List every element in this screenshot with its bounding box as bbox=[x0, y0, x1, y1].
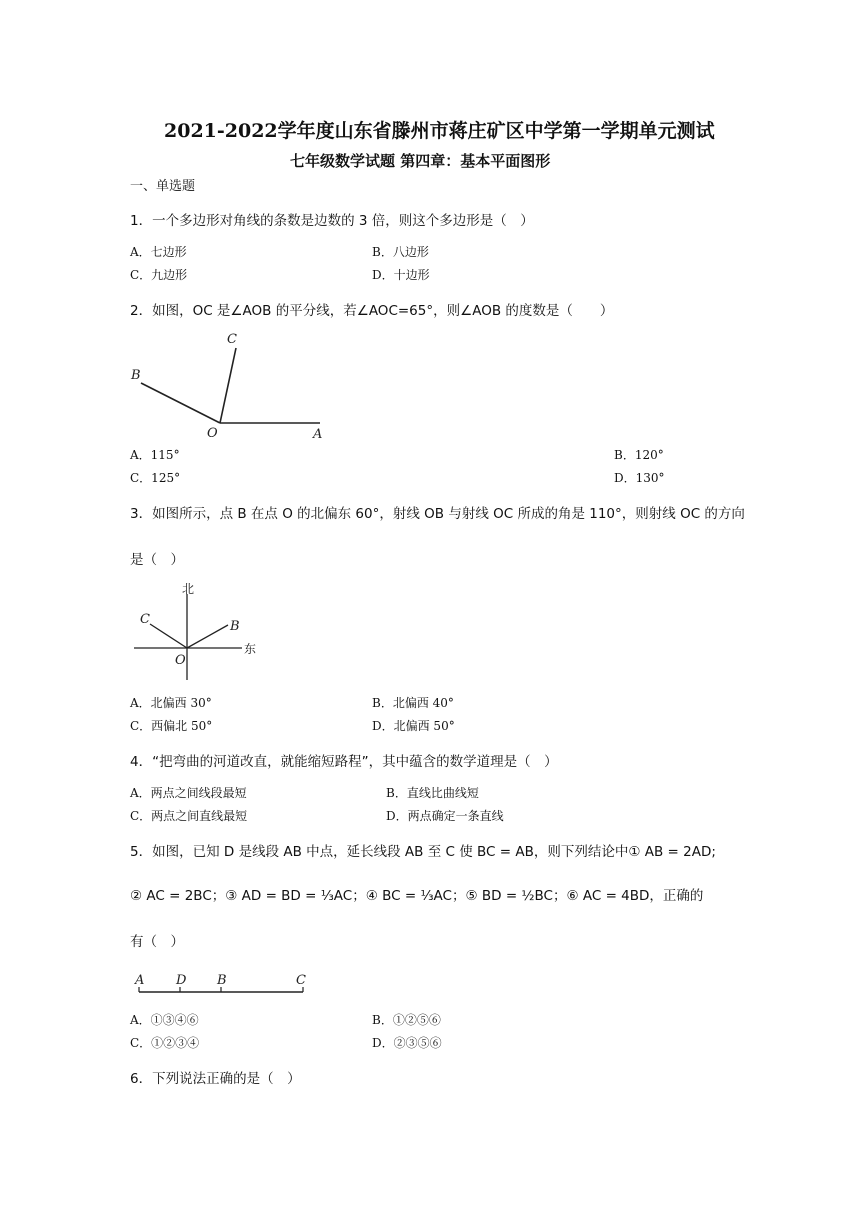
option-c: C．九边形 bbox=[130, 268, 188, 282]
option-a: A．两点之间线段最短 bbox=[130, 786, 247, 800]
label-b: B bbox=[217, 973, 227, 988]
question-stem: 6．下列说法正确的是（ ） bbox=[130, 1071, 301, 1087]
question-stem-line-3: 有（ ） bbox=[130, 934, 184, 950]
label-o: O bbox=[207, 426, 218, 441]
option-d: D．130° bbox=[614, 471, 665, 485]
question-stem-line-2: ② AC = 2BC；③ AD = BD = ⅓AC；④ BC = ⅓AC；⑤ BD = ½BC；⑥ AC = 4BD，正确的 bbox=[130, 888, 704, 904]
option-b: B．120° bbox=[614, 448, 664, 462]
label-b: B bbox=[230, 619, 240, 634]
option-a: A．北偏西 30° bbox=[130, 696, 212, 710]
direction-figure bbox=[130, 580, 265, 685]
option-d: D．北偏西 50° bbox=[372, 719, 455, 733]
label-a: A bbox=[135, 973, 145, 988]
option-d: D．②③⑤⑥ bbox=[372, 1036, 442, 1050]
question-stem: 4．“把弯曲的河道改直，就能缩短路程”，其中蕴含的数学道理是（ ） bbox=[130, 754, 558, 770]
label-c: C bbox=[296, 973, 306, 988]
option-c: C．两点之间直线最短 bbox=[130, 809, 248, 823]
option-c: C．①②③④ bbox=[130, 1036, 200, 1050]
angle-bisector-figure bbox=[125, 328, 335, 446]
question-stem-line-1: 5．如图，已知 D 是线段 AB 中点，延长线段 AB 至 C 使 BC = AB，则下列结论中① AB = 2AD; bbox=[130, 844, 716, 860]
option-c: C．西偏北 50° bbox=[130, 719, 213, 733]
ray-oc bbox=[150, 624, 187, 648]
option-a: A．115° bbox=[130, 448, 180, 462]
question-stem-line-1: 3．如图所示，点 B 在点 O 的北偏东 60°，射线 OB 与射线 OC 所成的角是 110°，则射线 OC 的方向 bbox=[130, 506, 745, 522]
label-east: 东 bbox=[244, 642, 257, 656]
option-b: B．八边形 bbox=[372, 245, 429, 259]
label-c: C bbox=[140, 612, 150, 627]
label-o: O bbox=[175, 653, 186, 668]
option-d: D．两点确定一条直线 bbox=[386, 809, 504, 823]
label-b: B bbox=[131, 368, 141, 383]
option-a: A．①③④⑥ bbox=[130, 1013, 199, 1027]
option-b: B．直线比曲线短 bbox=[386, 786, 479, 800]
ray-ob bbox=[187, 625, 228, 648]
ray-ob bbox=[141, 383, 220, 423]
option-a: A．七边形 bbox=[130, 245, 187, 259]
label-d: D bbox=[176, 973, 187, 988]
option-c: C．125° bbox=[130, 471, 181, 485]
question-stem: 1．一个多边形对角线的条数是边数的 3 倍，则这个多边形是（ ） bbox=[130, 213, 534, 229]
option-d: D．十边形 bbox=[372, 268, 430, 282]
page-subtitle: 七年级数学试题 第四章：基本平面图形 bbox=[290, 152, 551, 170]
option-b: B．北偏西 40° bbox=[372, 696, 454, 710]
page-title: 2021-2022学年度山东省滕州市蒋庄矿区中学第一学期单元测试 bbox=[164, 120, 715, 142]
option-b: B．①②⑤⑥ bbox=[372, 1013, 441, 1027]
ray-oc bbox=[220, 348, 236, 423]
label-c: C bbox=[227, 332, 237, 347]
section-heading: 一、单选题 bbox=[130, 179, 196, 194]
segment-figure bbox=[130, 968, 315, 998]
label-north: 北 bbox=[182, 582, 195, 596]
label-a: A bbox=[313, 427, 323, 442]
question-stem: 2．如图，OC 是∠AOB 的平分线，若∠AOC=65°，则∠AOB 的度数是（ ） bbox=[130, 303, 614, 319]
question-stem-line-2: 是（ ） bbox=[130, 552, 184, 568]
